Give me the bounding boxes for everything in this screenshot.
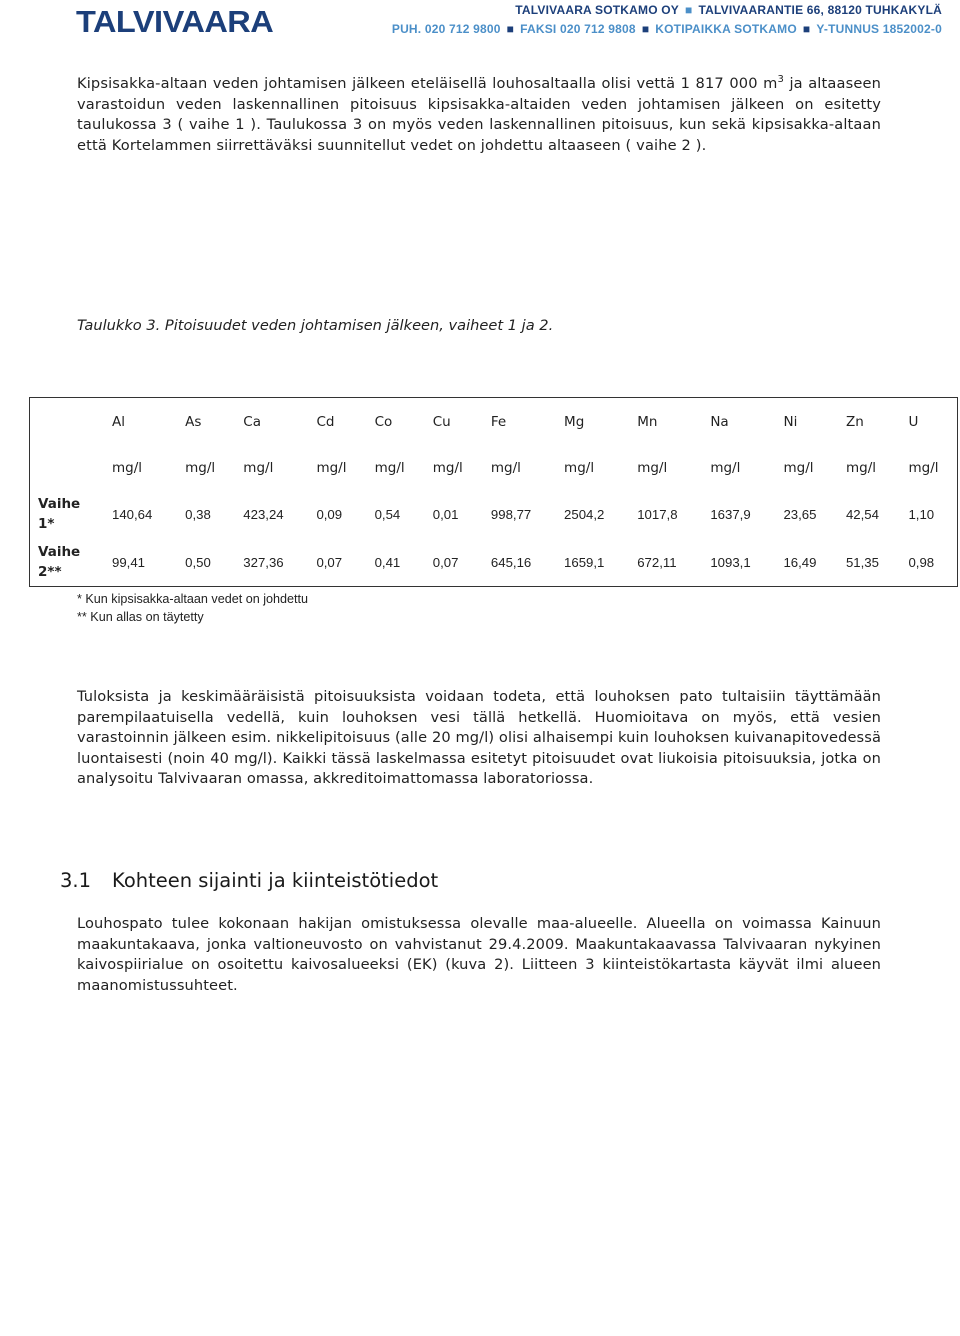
fax-number: FAKSI 020 712 9808 [520,22,636,36]
unit-cell: mg/l [637,459,668,476]
separator-icon: ■ [802,22,811,36]
separator-icon: ■ [641,22,650,36]
concentration-table [29,397,958,587]
column-header: Mn [637,413,658,430]
company-address: TALVIVAARANTIE 66, 88120 TUHKAKYLÄ [698,3,942,17]
row-label-line-1: Vaihe [38,496,81,512]
paragraph-1: Kipsisakka-altaan veden johtamisen jälkeen eteläisellä louhosaltaalla olisi vettä 1 817 000 $m^3$ ja altaaseen varastoidun veden laskennallinen pitoisuus kipsisakka-altaiden veden johtamisen jälkeen on esitetty taulukossa 3 ( vaihe 1 ). Taulukossa 3 on myös veden laskennallinen pitoisuus, kun sekä kipsisakka-altaan että Kortelammen siirrettäväksi suunnitellut vedet on johdettu altaaseen ( vaihe 2 ). [77,74,881,154]
value-cell: 140,64 [112,506,153,522]
column-header: Cd [316,413,335,430]
unit-cell: mg/l [316,459,347,476]
value-cell: 0,54 [374,506,401,522]
unit-cell: mg/l [908,459,939,476]
footnote-1: * Kun kipsisakka-altaan vedet on johdettu [77,592,309,606]
column-header: Zn [845,413,864,430]
footnote-2: ** Kun allas on täytetty [77,610,204,624]
value-cell: 0,41 [374,554,401,570]
value-cell: 645,16 [490,554,532,570]
column-header: Fe [490,413,507,430]
column-header: Al [112,413,125,430]
value-cell: 0,01 [432,506,459,522]
section-heading [60,869,438,892]
value-cell: 1659,1 [564,554,605,570]
table-header-row [30,398,958,446]
unit-cell: mg/l [243,459,274,476]
value-cell: 1093,1 [710,554,751,570]
unit-cell: mg/l [564,459,595,476]
unit-cell: mg/l [185,459,216,476]
column-header: U [908,413,919,430]
unit-cell: mg/l [374,459,405,476]
value-cell: 423,24 [243,506,284,522]
value-cell: 42,54 [845,506,879,522]
value-cell: 1,10 [908,506,935,522]
value-cell: 0,09 [316,506,343,522]
value-cell: 1637,9 [710,506,751,522]
table-corner-cell [30,445,103,490]
unit-cell: mg/l [845,459,876,476]
value-cell: 16,49 [783,554,817,570]
table-corner-cell [30,398,103,446]
company-name: TALVIVAARA SOTKAMO OY [515,3,680,17]
value-cell: 0,07 [432,554,459,570]
superscript: 3 [777,74,784,86]
column-header: Ca [243,413,261,430]
value-cell: 2504,2 [564,506,605,522]
value-cell: 672,11 [637,554,677,570]
column-header: As [185,413,202,430]
table-footnotes [77,590,308,626]
separator-icon: ■ [506,22,515,36]
letterhead-address [515,3,942,17]
column-header: Cu [432,413,451,430]
row-label-line-2: 1* [38,516,55,532]
table-row [30,538,958,587]
table-row [30,490,958,538]
unit-cell: mg/l [490,459,521,476]
table-units-row [30,445,958,490]
value-cell: 0,07 [316,554,343,570]
separator-icon: ■ [685,3,693,17]
row-label [30,490,103,538]
value-cell: 327,36 [243,554,284,570]
column-header: Co [374,413,393,430]
section-number: 3.1 [60,869,92,892]
row-label-line-2: 2** [38,564,62,580]
value-cell: 1017,8 [637,506,678,522]
unit-cell: mg/l [112,459,143,476]
letterhead [0,0,960,44]
business-id: Y-TUNNUS 1852002-0 [816,22,942,36]
column-header: Na [710,413,729,430]
row-label [30,538,103,587]
unit-cell: mg/l [710,459,741,476]
domicile: KOTIPAIKKA SOTKAMO [655,22,797,36]
unit-cell: mg/l [432,459,463,476]
value-cell: 0,50 [185,554,211,570]
phone-number: PUH. 020 712 9800 [391,22,501,36]
column-header: Ni [783,413,798,430]
value-cell: 0,38 [185,506,211,522]
row-label-line-1: Vaihe [38,544,81,560]
value-cell: 0,98 [908,554,935,570]
paragraph-3: Louhospato tulee kokonaan hakijan omistuksessa olevalle maa-alueelle. Alueella on voimassa Kainuun maakuntakaava, jonka valtioneuvosto on vahvistanut 29.4.2009. Maakuntakaavassa Talvivaaran nykyinen kaivospiirialue on osoitettu kaivosalueeksi (EK) (kuva 2). Liitteen 3 kiinteistökartasta käyvät ilmi alueen maanomistussuhteet. [77,915,881,994]
table-caption: Taulukko 3. Pitoisuudet veden johtamisen jälkeen, vaiheet 1 ja 2. [77,317,554,334]
letterhead-contacts [392,22,942,36]
section-title: Kohteen sijainti ja kiinteistötiedot [112,869,439,892]
unit-cell: mg/l [783,459,814,476]
value-cell: 99,41 [112,554,146,570]
value-cell: 23,65 [783,506,817,522]
value-cell: 51,35 [845,554,879,570]
company-logo: TALVIVAARA [76,4,274,39]
paragraph-2: Tuloksista ja keskimääräisistä pitoisuuksista voidaan todeta, että louhoksen pato tultaisiin täyttämään parempilaatuisella vedellä, kuin louhoksen vesi tällä hetkellä. Huomioitava on myös, että vesien varastoinnin jälkeen esim. nikkelipitoisuus (alle 20 mg/l) olisi alhaisempi kuin louhoksen kuivanapitovedessä luontaisesti (noin 40 mg/l). Kaikki tässä laskelmassa esitetyt pitoisuudet ovat liukoisia pitoisuuksia, jotka on analysoitu Talvivaaran omassa, akkreditoimattomassa laboratoriossa. [77,688,881,788]
value-cell: 998,77 [490,506,532,522]
column-header: Mg [564,413,585,430]
